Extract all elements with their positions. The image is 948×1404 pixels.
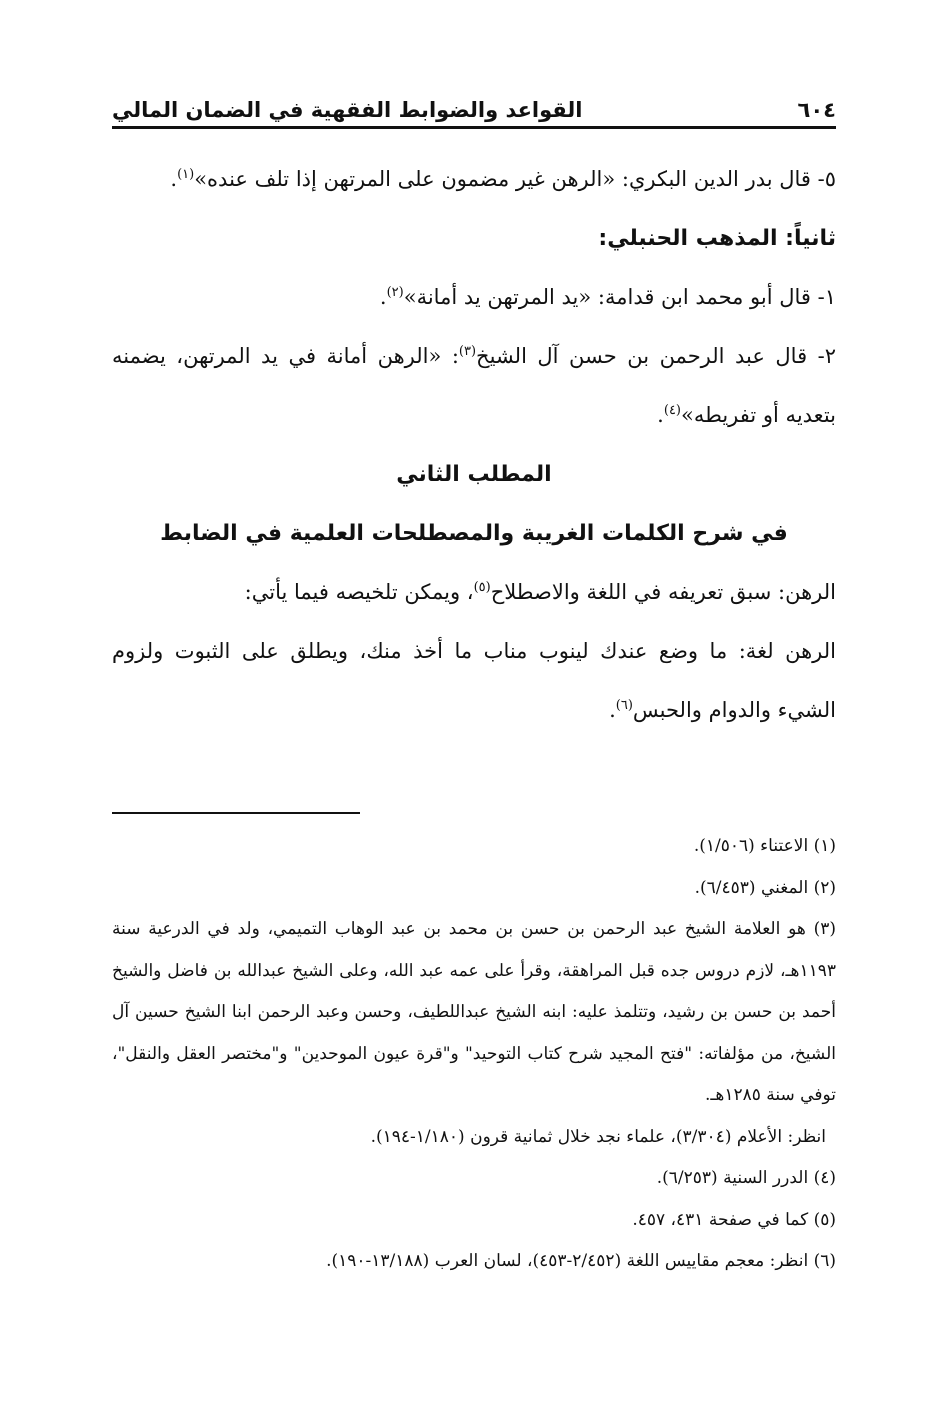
- footnote-ref-3[interactable]: (٣): [458, 344, 477, 359]
- footnote-6: (٦) انظر: معجم مقاييس اللغة (٢/٤٥٢-٤٥٣)، لسان العرب (١٣/١٨٨-١٩٠).: [326, 1251, 836, 1271]
- footnote-ref-4[interactable]: (٤): [663, 403, 681, 418]
- footnote-ref-2[interactable]: (٢): [386, 285, 404, 300]
- heading-hanbali: ثانياً: المذهب الحنبلي:: [598, 226, 836, 251]
- main-text: [112, 150, 836, 740]
- paragraph-rahn-linguistic: الرهن لغة: ما وضع عندك لينوب مناب ما أخذ منك، ويطلق على الثبوت ولزوم الشيء والدوام والحبس$^{(٦)}$.: [112, 639, 836, 722]
- footnote-1: (١) الاعتناء (١/٥٠٦).: [693, 836, 836, 856]
- page-number: ٦٠٤: [797, 98, 836, 122]
- footnote-2: (٢) المغني (٦/٤٥٣).: [694, 877, 836, 898]
- footnote-4: (٤) الدرر السنية (٦/٢٥٣).: [656, 1168, 836, 1188]
- footnote-5: (٥) كما في صفحة ٤٣١، ٤٥٧.: [632, 1209, 836, 1230]
- footnote-3: (٣) هو العلامة الشيخ عبد الرحمن بن حسن بن محمد بن عبد الوهاب التميمي، ولد في الدرعية سنة ١١٩٣هـ، لازم دروس جده قبل المراهقة، وقرأ على عمه عبد الله، وعلى الشيخ عبدالله بن فاضل والشيخ أحمد بن حسن بن رشيد، وتتلمذ عليه: ابنه الشيخ عبداللطيف، وحسن وعبد الرحمن ابنا الشيخ حسين آل الشيخ، من مؤلفاته: "فتح المجيد شرح كتاب التوحيد" و"قرة عيون الموحدين" و"مختصر العقل والنقل"، توفي سنة ١٢٨٥هـ.: [112, 919, 836, 1105]
- footnotes: [112, 826, 836, 1283]
- paragraph-ibn-qudama: ١- قال أبو محمد ابن قدامة: «يد المرتهن يد أمانة»$^{(٢)}$.: [379, 285, 836, 309]
- footnote-ref-6[interactable]: (٦): [615, 698, 633, 713]
- header-divider: [112, 126, 836, 129]
- paragraph-rahn-definition: الرهن: سبق تعريفه في اللغة والاصطلاح$^{(٥)}$، ويمكن تلخيصه فيما يأتي:: [244, 580, 836, 604]
- paragraph-abdulrahman-hasan: ٢- قال عبد الرحمن بن حسن آل الشيخ$^{(٣)}$: «الرهن أمانة في يد المرتهن، يضمنه بتعديه أو تفريطه»$^{(٤)}$.: [112, 344, 836, 427]
- footnote-ref-1[interactable]: (١): [177, 167, 195, 182]
- page-header: [112, 88, 836, 122]
- footnote-3-references: انظر: الأعلام (٣/٣٠٤)، علماء نجد خلال ثمانية قرون (١/١٨٠-١٩٤).: [370, 1126, 826, 1147]
- footnote-divider: [112, 812, 360, 814]
- section-title: المطلب الثاني: [396, 462, 552, 487]
- section-subtitle: في شرح الكلمات الغريبة والمصطلحات العلمية في الضابط: [160, 521, 788, 546]
- footnote-ref-5[interactable]: (٥): [473, 580, 491, 595]
- running-title: القواعد والضوابط الفقهية في الضمان المالي: [112, 98, 583, 122]
- paragraph-badr-al-bakri: ٥- قال بدر الدين البكري: «الرهن غير مضمون على المرتهن إذا تلف عنده»$^{(١)}$.: [170, 167, 836, 191]
